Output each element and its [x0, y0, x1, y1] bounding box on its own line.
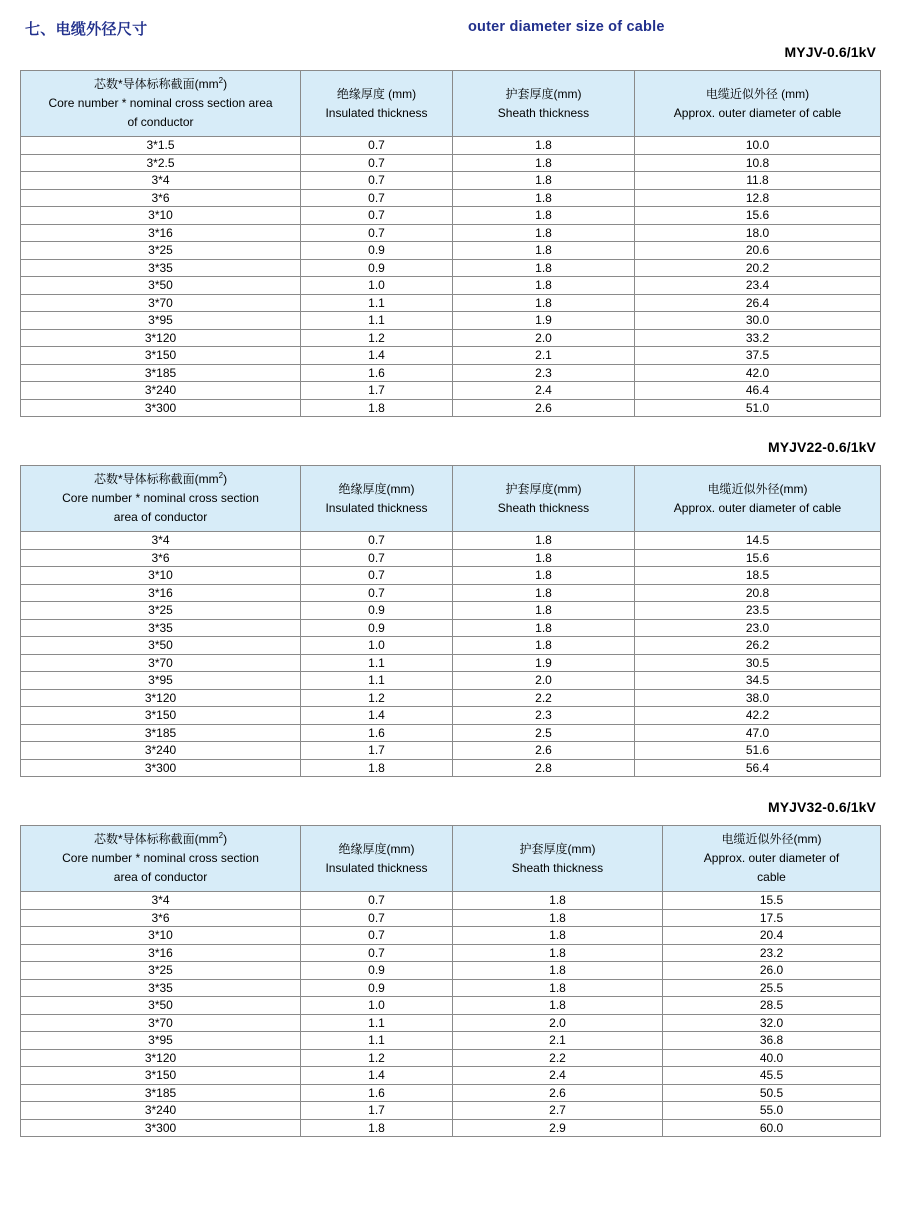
- table-row: [21, 672, 881, 690]
- cell-outer-diameter: 23.0: [635, 619, 881, 637]
- header-line-english: Insulated thickness: [325, 500, 428, 515]
- header-line-english-2: of conductor: [127, 115, 194, 129]
- header-row: [21, 71, 881, 137]
- cell-outer-diameter: 46.4: [635, 382, 881, 400]
- cell-core-section: 3*25: [21, 602, 301, 620]
- model-label-myjv32: MYJV32-0.6/1kV: [767, 799, 876, 815]
- cell-insulated-thickness: 0.9: [301, 962, 453, 980]
- table-row: [21, 347, 881, 365]
- cell-outer-diameter: 30.5: [635, 654, 881, 672]
- cell-core-section: 3*300: [21, 1119, 301, 1137]
- cell-core-section: 3*240: [21, 382, 301, 400]
- header-cell-core-section: [21, 466, 301, 532]
- spacer: [20, 60, 880, 70]
- cell-insulated-thickness: 1.0: [301, 277, 453, 295]
- cell-core-section: 3*25: [21, 962, 301, 980]
- cell-insulated-thickness: 0.9: [301, 242, 453, 260]
- cell-outer-diameter: 10.8: [635, 154, 881, 172]
- header-line-english-1: Approx. outer diameter of: [703, 851, 840, 865]
- cell-sheath-thickness: 2.6: [453, 399, 635, 417]
- table-body: [21, 892, 881, 1137]
- cell-sheath-thickness: 1.8: [453, 927, 663, 945]
- header-line-english-2: area of conductor: [113, 510, 208, 524]
- cell-core-section: 3*185: [21, 1084, 301, 1102]
- cell-outer-diameter: 47.0: [635, 724, 881, 742]
- cell-core-section: 3*16: [21, 944, 301, 962]
- header-cell-core-section: [21, 71, 301, 137]
- table-row: [21, 724, 881, 742]
- header-line-english: Approx. outer diameter of cable: [673, 500, 842, 515]
- cell-core-section: 3*10: [21, 567, 301, 585]
- cell-sheath-thickness: 1.8: [453, 154, 635, 172]
- header-line-chinese: 芯数*导体标称截面$(mm^2)$: [93, 471, 228, 486]
- cell-insulated-thickness: 0.7: [301, 584, 453, 602]
- cell-core-section: 3*35: [21, 619, 301, 637]
- cell-core-section: 3*300: [21, 399, 301, 417]
- cell-insulated-thickness: 0.7: [301, 892, 453, 910]
- cell-outer-diameter: 18.0: [635, 224, 881, 242]
- cell-outer-diameter: 32.0: [663, 1014, 881, 1032]
- table-row: [21, 944, 881, 962]
- cell-insulated-thickness: 0.7: [301, 207, 453, 225]
- cell-sheath-thickness: 2.0: [453, 672, 635, 690]
- table-row: [21, 979, 881, 997]
- header-line-chinese: 护套厚度(mm): [519, 841, 596, 856]
- table-row: [21, 259, 881, 277]
- cell-sheath-thickness: 1.8: [453, 224, 635, 242]
- spacer: [20, 417, 880, 439]
- cell-sheath-thickness: 1.8: [453, 909, 663, 927]
- cell-sheath-thickness: 1.8: [453, 637, 635, 655]
- cell-sheath-thickness: 2.2: [453, 1049, 663, 1067]
- cell-outer-diameter: 45.5: [663, 1067, 881, 1085]
- header-line-english-1: Core number * nominal cross section: [62, 851, 259, 865]
- table-row: [21, 1119, 881, 1137]
- cell-outer-diameter: 34.5: [635, 672, 881, 690]
- cell-outer-diameter: 56.4: [635, 759, 881, 777]
- header-cell-core-section: [21, 826, 301, 892]
- header-line-english: Sheath thickness: [497, 500, 590, 515]
- cell-sheath-thickness: 2.6: [453, 742, 635, 760]
- header-cell-outer-diameter: [663, 826, 881, 892]
- cell-outer-diameter: 20.6: [635, 242, 881, 260]
- cell-core-section: 3*35: [21, 259, 301, 277]
- table-header: [21, 466, 881, 532]
- table-row: [21, 137, 881, 155]
- cable-size-table-myjv22: [20, 465, 881, 777]
- cell-sheath-thickness: 1.8: [453, 137, 635, 155]
- table-row: [21, 1032, 881, 1050]
- cell-insulated-thickness: 1.7: [301, 382, 453, 400]
- cell-insulated-thickness: 0.9: [301, 619, 453, 637]
- header-cell-outer-diameter: [635, 71, 881, 137]
- cell-sheath-thickness: 2.3: [453, 364, 635, 382]
- table-row: [21, 742, 881, 760]
- cell-outer-diameter: 60.0: [663, 1119, 881, 1137]
- spacer: [20, 777, 880, 799]
- cell-outer-diameter: 38.0: [635, 689, 881, 707]
- cell-outer-diameter: 40.0: [663, 1049, 881, 1067]
- cell-sheath-thickness: 1.8: [453, 549, 635, 567]
- cable-size-table-myjv32: [20, 825, 881, 1137]
- header-line-chinese: 绝缘厚度(mm): [338, 481, 415, 496]
- cell-outer-diameter: 12.8: [635, 189, 881, 207]
- table-row: [21, 294, 881, 312]
- table-row: [21, 224, 881, 242]
- table-row: [21, 1084, 881, 1102]
- table-row: [21, 399, 881, 417]
- cell-sheath-thickness: 1.8: [453, 532, 635, 550]
- table-row: [21, 927, 881, 945]
- table-row: [21, 242, 881, 260]
- table-row: [21, 329, 881, 347]
- table-row: [21, 909, 881, 927]
- header-cell-insulated-thickness: [301, 71, 453, 137]
- spacer: [20, 815, 880, 825]
- header-line-english: Sheath thickness: [511, 860, 604, 875]
- cell-sheath-thickness: 2.8: [453, 759, 635, 777]
- cell-insulated-thickness: 1.1: [301, 1032, 453, 1050]
- header-line-english-1: Core number * nominal cross section: [62, 491, 259, 505]
- cell-outer-diameter: 14.5: [635, 532, 881, 550]
- table-header: [21, 826, 881, 892]
- cell-sheath-thickness: 2.3: [453, 707, 635, 725]
- cell-sheath-thickness: 1.8: [453, 619, 635, 637]
- section-title-chinese: 七、电缆外径尺寸: [25, 21, 148, 38]
- header-cell-sheath-thickness: [453, 466, 635, 532]
- cell-sheath-thickness: 1.8: [453, 259, 635, 277]
- cell-core-section: 3*10: [21, 207, 301, 225]
- cell-core-section: 3*240: [21, 742, 301, 760]
- cell-outer-diameter: 20.8: [635, 584, 881, 602]
- cell-insulated-thickness: 1.0: [301, 997, 453, 1015]
- cell-core-section: 3*120: [21, 1049, 301, 1067]
- cell-outer-diameter: 10.0: [635, 137, 881, 155]
- cell-core-section: 3*6: [21, 549, 301, 567]
- cell-insulated-thickness: 0.7: [301, 909, 453, 927]
- cell-core-section: 3*50: [21, 637, 301, 655]
- cell-sheath-thickness: 1.8: [453, 997, 663, 1015]
- cell-core-section: 3*150: [21, 707, 301, 725]
- header-cell-outer-diameter: [635, 466, 881, 532]
- header-line-english: Insulated thickness: [325, 105, 428, 120]
- cell-outer-diameter: 26.0: [663, 962, 881, 980]
- cell-sheath-thickness: 1.8: [453, 584, 635, 602]
- table-row: [21, 172, 881, 190]
- cell-sheath-thickness: 1.8: [453, 172, 635, 190]
- cell-core-section: 3*4: [21, 172, 301, 190]
- table-body: [21, 532, 881, 777]
- cell-core-section: 3*300: [21, 759, 301, 777]
- table-row: [21, 382, 881, 400]
- section-heading-row: [20, 0, 880, 44]
- cell-outer-diameter: 23.4: [635, 277, 881, 295]
- cell-core-section: 3*185: [21, 724, 301, 742]
- cell-outer-diameter: 36.8: [663, 1032, 881, 1050]
- cell-insulated-thickness: 0.7: [301, 189, 453, 207]
- cell-outer-diameter: 15.5: [663, 892, 881, 910]
- cell-insulated-thickness: 1.7: [301, 742, 453, 760]
- header-line-english-2: area of conductor: [113, 870, 208, 884]
- cell-sheath-thickness: 2.6: [453, 1084, 663, 1102]
- cell-outer-diameter: 18.5: [635, 567, 881, 585]
- header-line-chinese: 护套厚度(mm): [505, 86, 582, 101]
- cell-insulated-thickness: 0.9: [301, 259, 453, 277]
- cell-core-section: 3*70: [21, 654, 301, 672]
- cell-core-section: 3*35: [21, 979, 301, 997]
- cell-outer-diameter: 37.5: [635, 347, 881, 365]
- cell-insulated-thickness: 1.2: [301, 1049, 453, 1067]
- cell-insulated-thickness: 1.1: [301, 672, 453, 690]
- cell-core-section: 3*95: [21, 312, 301, 330]
- header-row: [21, 826, 881, 892]
- cell-insulated-thickness: 1.4: [301, 707, 453, 725]
- table-row: [21, 1102, 881, 1120]
- cell-insulated-thickness: 1.2: [301, 329, 453, 347]
- header-line-english-1: Core number * nominal cross section area: [48, 96, 273, 110]
- cell-outer-diameter: 23.2: [663, 944, 881, 962]
- cell-sheath-thickness: 1.8: [453, 189, 635, 207]
- header-line-chinese: 电缆近似外径(mm): [707, 481, 808, 496]
- cell-outer-diameter: 15.6: [635, 207, 881, 225]
- table-row: [21, 892, 881, 910]
- header-line-chinese: 电缆近似外径(mm): [721, 832, 822, 846]
- cell-outer-diameter: 42.0: [635, 364, 881, 382]
- cell-sheath-thickness: 2.1: [453, 1032, 663, 1050]
- cell-insulated-thickness: 1.4: [301, 1067, 453, 1085]
- cell-sheath-thickness: 2.2: [453, 689, 635, 707]
- cell-sheath-thickness: 1.8: [453, 979, 663, 997]
- cell-insulated-thickness: 0.7: [301, 549, 453, 567]
- cell-core-section: 3*2.5: [21, 154, 301, 172]
- cell-insulated-thickness: 1.6: [301, 1084, 453, 1102]
- cell-outer-diameter: 20.2: [635, 259, 881, 277]
- cell-core-section: 3*6: [21, 909, 301, 927]
- cell-insulated-thickness: 1.4: [301, 347, 453, 365]
- cell-insulated-thickness: 0.7: [301, 154, 453, 172]
- header-row: [21, 466, 881, 532]
- cell-insulated-thickness: 0.7: [301, 172, 453, 190]
- table-header: [21, 71, 881, 137]
- cell-insulated-thickness: 1.1: [301, 294, 453, 312]
- table-row: [21, 689, 881, 707]
- cell-insulated-thickness: 1.8: [301, 1119, 453, 1137]
- cell-sheath-thickness: 1.8: [453, 892, 663, 910]
- cell-core-section: 3*95: [21, 1032, 301, 1050]
- cell-core-section: 3*50: [21, 997, 301, 1015]
- table-row: [21, 207, 881, 225]
- model-label-myjv: MYJV-0.6/1kV: [784, 44, 876, 60]
- table-row: [21, 532, 881, 550]
- cell-core-section: 3*6: [21, 189, 301, 207]
- model-label-myjv22: MYJV22-0.6/1kV: [767, 439, 876, 455]
- header-line-chinese: 芯数*导体标称截面$(mm^2)$: [93, 831, 228, 846]
- cell-core-section: 3*120: [21, 329, 301, 347]
- cell-insulated-thickness: 0.9: [301, 602, 453, 620]
- header-cell-sheath-thickness: [453, 826, 663, 892]
- cell-outer-diameter: 15.6: [635, 549, 881, 567]
- cell-outer-diameter: 51.6: [635, 742, 881, 760]
- cell-core-section: 3*10: [21, 927, 301, 945]
- table-body: [21, 137, 881, 417]
- cell-outer-diameter: 50.5: [663, 1084, 881, 1102]
- cell-sheath-thickness: 1.8: [453, 277, 635, 295]
- cell-sheath-thickness: 1.8: [453, 207, 635, 225]
- cell-outer-diameter: 20.4: [663, 927, 881, 945]
- cell-core-section: 3*70: [21, 294, 301, 312]
- cell-insulated-thickness: 0.7: [301, 532, 453, 550]
- cell-insulated-thickness: 1.7: [301, 1102, 453, 1120]
- table-row: [21, 997, 881, 1015]
- cell-outer-diameter: 26.4: [635, 294, 881, 312]
- header-line-english: Approx. outer diameter of cable: [673, 105, 842, 120]
- table-row: [21, 707, 881, 725]
- table-row: [21, 637, 881, 655]
- cell-sheath-thickness: 1.8: [453, 962, 663, 980]
- cell-insulated-thickness: 0.7: [301, 927, 453, 945]
- table-row: [21, 549, 881, 567]
- table-row: [21, 364, 881, 382]
- table-row: [21, 567, 881, 585]
- cell-sheath-thickness: 2.5: [453, 724, 635, 742]
- header-line-english: Insulated thickness: [325, 860, 428, 875]
- cell-core-section: 3*70: [21, 1014, 301, 1032]
- section-title-english: outer diameter size of cable: [468, 19, 665, 35]
- cell-insulated-thickness: 0.7: [301, 944, 453, 962]
- table-row: [21, 1049, 881, 1067]
- cell-insulated-thickness: 1.1: [301, 1014, 453, 1032]
- header-line-chinese: 电缆近似外径 (mm): [705, 86, 810, 101]
- cell-core-section: 3*4: [21, 892, 301, 910]
- cell-outer-diameter: 11.8: [635, 172, 881, 190]
- cell-sheath-thickness: 1.8: [453, 944, 663, 962]
- cell-sheath-thickness: 2.9: [453, 1119, 663, 1137]
- table-row: [21, 277, 881, 295]
- cell-outer-diameter: 25.5: [663, 979, 881, 997]
- cell-insulated-thickness: 1.1: [301, 312, 453, 330]
- cell-core-section: 3*4: [21, 532, 301, 550]
- table-row: [21, 759, 881, 777]
- table-row: [21, 1067, 881, 1085]
- cell-insulated-thickness: 1.1: [301, 654, 453, 672]
- cell-core-section: 3*150: [21, 1067, 301, 1085]
- cell-sheath-thickness: 1.8: [453, 602, 635, 620]
- cell-sheath-thickness: 2.0: [453, 1014, 663, 1032]
- table-row: [21, 1014, 881, 1032]
- cell-outer-diameter: 30.0: [635, 312, 881, 330]
- header-line-chinese: 绝缘厚度(mm): [338, 841, 415, 856]
- cell-core-section: 3*95: [21, 672, 301, 690]
- table-row: [21, 189, 881, 207]
- cell-outer-diameter: 28.5: [663, 997, 881, 1015]
- cell-insulated-thickness: 1.6: [301, 724, 453, 742]
- cell-core-section: 3*120: [21, 689, 301, 707]
- cell-sheath-thickness: 1.8: [453, 242, 635, 260]
- cell-core-section: 3*50: [21, 277, 301, 295]
- spacer: [20, 455, 880, 465]
- cell-outer-diameter: 55.0: [663, 1102, 881, 1120]
- table-row: [21, 154, 881, 172]
- header-line-english: Sheath thickness: [497, 105, 590, 120]
- cell-insulated-thickness: 0.7: [301, 224, 453, 242]
- cell-insulated-thickness: 0.9: [301, 979, 453, 997]
- cell-core-section: 3*16: [21, 584, 301, 602]
- cell-insulated-thickness: 1.8: [301, 759, 453, 777]
- cell-sheath-thickness: 1.8: [453, 294, 635, 312]
- cell-sheath-thickness: 1.9: [453, 654, 635, 672]
- cell-sheath-thickness: 2.4: [453, 1067, 663, 1085]
- header-line-chinese: 护套厚度(mm): [505, 481, 582, 496]
- table-row: [21, 602, 881, 620]
- cell-outer-diameter: 33.2: [635, 329, 881, 347]
- cable-size-table-myjv: [20, 70, 881, 417]
- cell-sheath-thickness: 1.9: [453, 312, 635, 330]
- table-row: [21, 619, 881, 637]
- header-line-chinese: 绝缘厚度 (mm): [336, 86, 417, 101]
- header-cell-insulated-thickness: [301, 466, 453, 532]
- cell-outer-diameter: 23.5: [635, 602, 881, 620]
- cell-outer-diameter: 26.2: [635, 637, 881, 655]
- cell-sheath-thickness: 1.8: [453, 567, 635, 585]
- table-row: [21, 584, 881, 602]
- cell-core-section: 3*16: [21, 224, 301, 242]
- cell-core-section: 3*185: [21, 364, 301, 382]
- cell-core-section: 3*150: [21, 347, 301, 365]
- cell-insulated-thickness: 1.6: [301, 364, 453, 382]
- header-line-chinese: 芯数*导体标称截面$(mm^2)$: [93, 76, 228, 91]
- cell-outer-diameter: 42.2: [635, 707, 881, 725]
- cell-core-section: 3*25: [21, 242, 301, 260]
- table-row: [21, 312, 881, 330]
- cell-outer-diameter: 17.5: [663, 909, 881, 927]
- table-row: [21, 654, 881, 672]
- cell-insulated-thickness: 1.2: [301, 689, 453, 707]
- table-row: [21, 962, 881, 980]
- header-line-english-2: cable: [757, 870, 786, 884]
- cell-insulated-thickness: 0.7: [301, 567, 453, 585]
- cell-insulated-thickness: 1.8: [301, 399, 453, 417]
- cell-sheath-thickness: 2.0: [453, 329, 635, 347]
- header-cell-sheath-thickness: [453, 71, 635, 137]
- cell-sheath-thickness: 2.4: [453, 382, 635, 400]
- cell-outer-diameter: 51.0: [635, 399, 881, 417]
- cell-sheath-thickness: 2.1: [453, 347, 635, 365]
- cell-insulated-thickness: 0.7: [301, 137, 453, 155]
- cell-core-section: 3*1.5: [21, 137, 301, 155]
- cell-insulated-thickness: 1.0: [301, 637, 453, 655]
- cell-core-section: 3*240: [21, 1102, 301, 1120]
- cell-sheath-thickness: 2.7: [453, 1102, 663, 1120]
- header-cell-insulated-thickness: [301, 826, 453, 892]
